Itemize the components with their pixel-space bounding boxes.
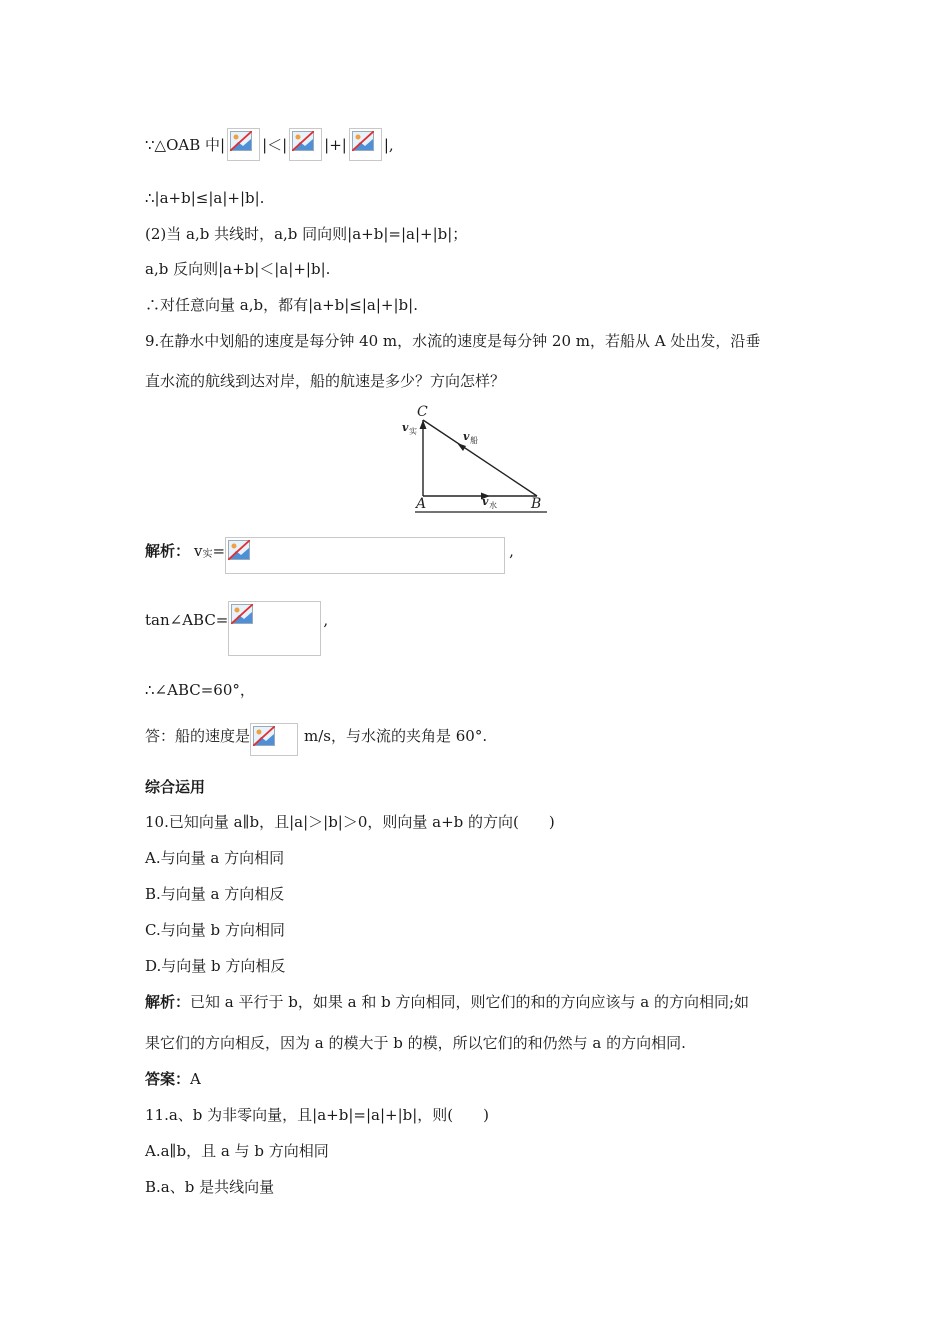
proof-text-start: ∵△OAB 中|	[145, 135, 226, 154]
proof-line-5: ∴对任意向量 a,b，都有|a+b|≤|a|+|b|.	[145, 296, 418, 314]
question-10-option-b: B.与向量 a 方向相反	[145, 885, 285, 903]
question-11-option-b: B.a、b 是共线向量	[145, 1178, 275, 1196]
answer-9-text-start: 答：船的速度是	[145, 726, 251, 745]
v-boat-label: v	[463, 430, 470, 443]
analysis-label-10: 解析：	[145, 993, 191, 1011]
v-boat-subscript: 船	[470, 436, 478, 445]
proof-text-mid2: |+|	[324, 135, 347, 154]
solution-9-line-1	[145, 537, 514, 574]
question-10-analysis-2: 果它们的方向相反，因为 a 的模大于 b 的模，所以它们的和仍然与 a 的方向相同.	[145, 1034, 686, 1052]
broken-image-icon	[352, 131, 374, 151]
tan-text: tan∠ABC=	[145, 611, 229, 629]
v-water-label: v	[482, 495, 489, 508]
proof-text-end: |,	[383, 135, 394, 154]
comma-2: ,	[323, 611, 329, 629]
proof-line-4: a,b 反向则|a+b|＜|a|+|b|.	[145, 260, 331, 278]
broken-image-icon	[230, 131, 252, 151]
proof-line-1	[145, 128, 394, 161]
broken-image-icon	[292, 131, 314, 151]
proof-line-2: ∴|a+b|≤|a|+|b|.	[145, 189, 265, 207]
vertex-c-label: C	[417, 404, 428, 420]
section-title: 综合运用	[145, 778, 206, 796]
angle-conclusion: ∴∠ABC=60°，	[145, 681, 255, 699]
v-real-text-subscript: 实	[202, 549, 213, 560]
v-real-text: v	[194, 542, 203, 560]
solution-9-line-2	[145, 601, 328, 656]
broken-image-icon	[228, 540, 250, 560]
question-10-analysis-1	[145, 992, 749, 1012]
answer-9-text-end: m/s，与水流的夹角是 60°.	[304, 726, 488, 745]
broken-image-icon	[253, 726, 275, 746]
formula-image-speed	[250, 723, 298, 756]
analysis-label: 解析：	[145, 542, 191, 560]
proof-line-3: (2)当 a,b 共线时，a,b 同向则|a+b|=|a|+|b|；	[145, 225, 468, 243]
question-10-option-c: C.与向量 b 方向相同	[145, 921, 285, 939]
answer-value-10: A	[190, 1070, 201, 1088]
v-real-subscript: 实	[409, 427, 417, 436]
question-10-option-a: A.与向量 a 方向相同	[145, 849, 285, 867]
v-real-label: v	[402, 421, 409, 434]
answer-9-line	[145, 719, 487, 752]
question-10-option-d: D.与向量 b 方向相反	[145, 957, 286, 975]
formula-image-ab	[349, 128, 382, 161]
equals-sign: =	[212, 542, 226, 560]
question-9-line-2: 直水流的航线到达对岸，船的航速是多少？方向怎样？	[145, 372, 506, 390]
answer-label-10: 答案：	[145, 1070, 191, 1088]
vector-triangle-figure	[395, 402, 555, 518]
formula-image-oa	[227, 128, 260, 161]
question-10-answer	[145, 1069, 201, 1089]
v-water-subscript: 水	[489, 501, 497, 510]
broken-image-icon	[231, 604, 253, 624]
formula-image-tan	[228, 601, 321, 656]
proof-text-mid1: |＜|	[262, 135, 288, 154]
comma-1: ,	[509, 542, 514, 560]
question-11-stem: 11.a、b 为非零向量，且|a+b|=|a|+|b|，则( )	[145, 1106, 489, 1124]
analysis-text-10a: 已知 a 平行于 b，如果 a 和 b 方向相同，则它们的和的方向应该与 a 的方向相同;如	[190, 993, 750, 1011]
question-10-stem: 10.已知向量 a∥b，且|a|＞|b|＞0，则向量 a+b 的方向( )	[145, 813, 555, 831]
formula-image-ob	[289, 128, 322, 161]
question-11-option-a: A.a∥b，且 a 与 b 方向相同	[145, 1142, 329, 1160]
vertex-a-label: A	[416, 496, 427, 512]
question-9-line-1: 9.在静水中划船的速度是每分钟 40 m，水流的速度是每分钟 20 m，若船从 A 处出发，沿垂	[145, 332, 761, 350]
vertex-b-label: B	[531, 496, 542, 512]
formula-image-v-real	[225, 537, 505, 574]
